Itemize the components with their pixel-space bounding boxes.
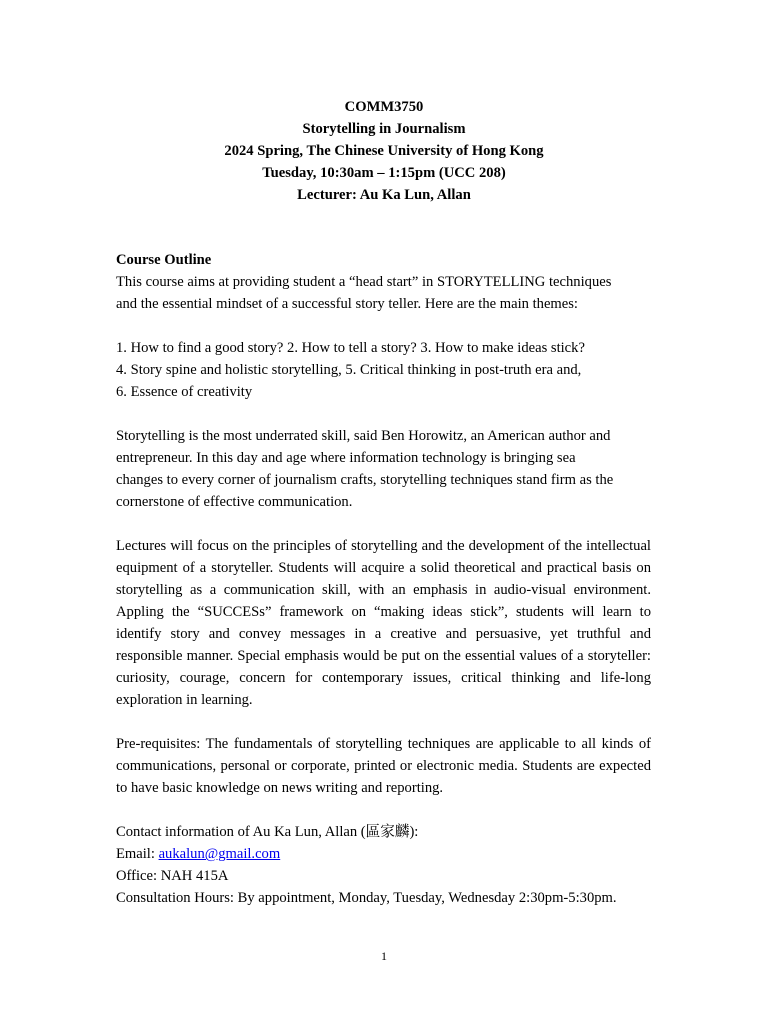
underrated-line-3: changes to every corner of journalism crafts, storytelling techniques stand firm as the <box>116 472 614 488</box>
paragraph-gap <box>116 711 651 733</box>
course-lecturer: Lecturer: Au Ka Lun, Allan <box>297 187 471 203</box>
contact-consultation: Consultation Hours: By appointment, Monday, Tuesday, Wednesday 2:30pm-5:30pm. <box>116 890 617 906</box>
themes-line-1: 1. How to find a good story? 2. How to tell a story? 3. How to make ideas stick? <box>116 340 585 356</box>
underrated-line-4: cornerstone of effective communication. <box>116 494 353 510</box>
course-term: 2024 Spring, The Chinese University of Hong Kong <box>224 143 544 159</box>
themes-line-2: 4. Story spine and holistic storytelling, 5. Critical thinking in post-truth era and, <box>116 362 582 378</box>
paragraph-gap <box>116 403 651 425</box>
paragraph-gap <box>116 315 651 337</box>
email-link[interactable]: aukalun@gmail.com <box>158 846 281 862</box>
course-code: COMM3750 <box>344 99 424 115</box>
intro-line-2: and the essential mindset of a successful story teller. Here are the main themes: <box>116 296 578 312</box>
prerequisites-paragraph: Pre-requisites: The fundamentals of storytelling techniques are applicable to all kinds of communications, personal or corporate, printed or electronic media. Students are expected to have basic knowledge on news writing and reporting. <box>116 736 651 796</box>
underrated-line-1: Storytelling is the most underrated skill, said Ben Horowitz, an American author and <box>116 428 611 444</box>
contact-email-line <box>116 843 651 865</box>
page-number: 1 <box>381 949 387 963</box>
underrated-line-2: entrepreneur. In this day and age where information technology is bringing sea <box>116 450 576 466</box>
course-body <box>116 249 651 909</box>
intro-line-1: This course aims at providing student a “head start” in STORYTELLING techniques <box>116 274 612 290</box>
email-label: Email: <box>116 846 159 862</box>
lectures-paragraph: Lectures will focus on the principles of storytelling and the development of the intellectual equipment of a storyteller. Students will acquire a solid theoretical and practical basis on storytelling as a communication skill, with an emphasis in audio-visual environment. Appling the “SUCCESs” framework on “making ideas stick”, students will learn to identify story and convey messages in a creative and persuasive, yet truthful and responsible manner. Special emphasis would be put on the essential values of a storyteller: curiosity, courage, concern for contemporary issues, critical thinking and life-long exploration in learning. <box>116 538 651 708</box>
contact-office: Office: NAH 415A <box>116 868 229 884</box>
paragraph-gap <box>116 513 651 535</box>
contact-intro: Contact information of Au Ka Lun, Allan (區家麟): <box>116 824 419 840</box>
course-outline-heading: Course Outline <box>116 252 212 268</box>
themes-line-3: 6. Essence of creativity <box>116 384 253 400</box>
course-title: Storytelling in Journalism <box>302 121 466 137</box>
course-schedule: Tuesday, 10:30am – 1:15pm (UCC 208) <box>262 165 506 181</box>
paragraph-gap <box>116 799 651 821</box>
course-header <box>0 96 768 206</box>
